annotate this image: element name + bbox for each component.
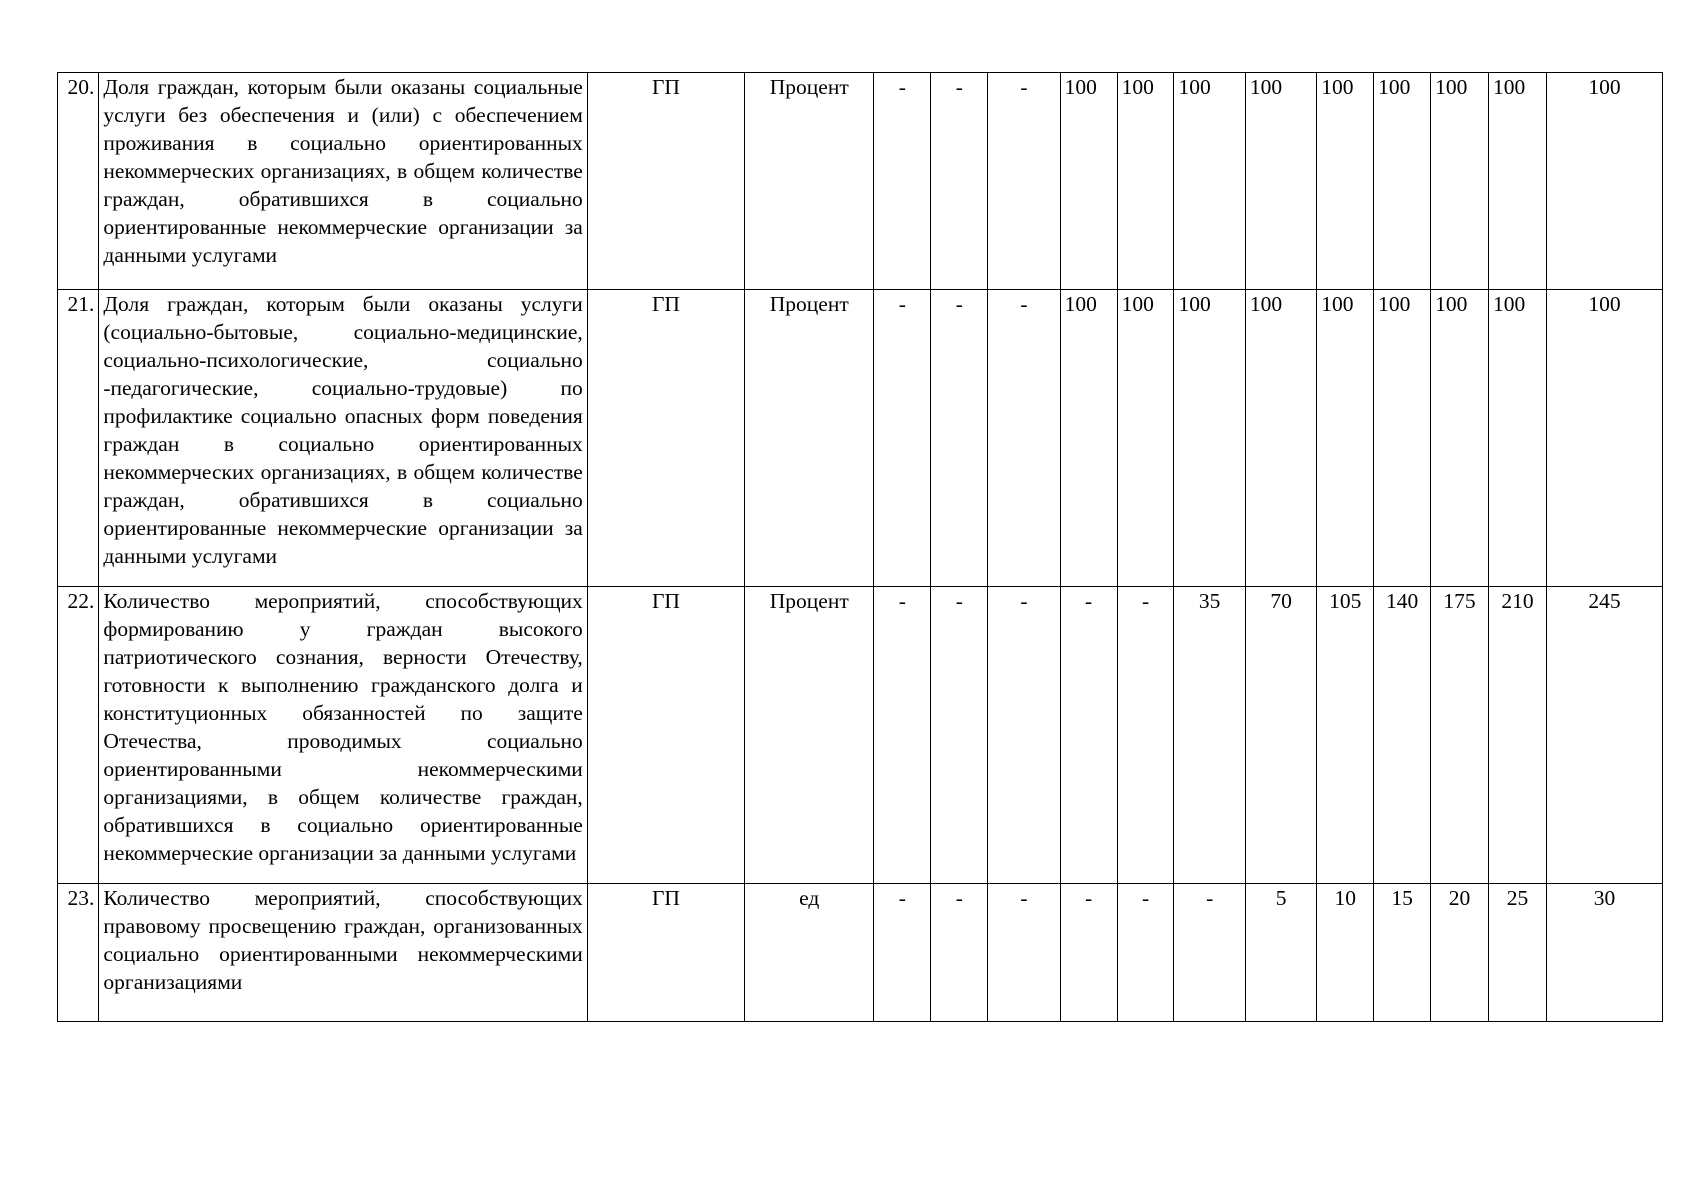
value-cell: -	[874, 884, 931, 1022]
table-row	[58, 73, 1663, 290]
indicator-name: Количество мероприятий, способствующих правовому просвещению граждан, организованных социально ориентированными некоммерческими организациями	[99, 884, 587, 1022]
value-cell: 25	[1489, 884, 1547, 1022]
value-cell: 105	[1317, 587, 1374, 884]
indicators-table	[57, 72, 1663, 1022]
value-cell: 100	[1546, 290, 1662, 587]
value-cell: 35	[1174, 587, 1245, 884]
value-cell: 30	[1546, 884, 1662, 1022]
value-cell: -	[931, 73, 988, 290]
indicator-name: Количество мероприятий, способствующих формированию у граждан высокого патриотического сознания, верности Отечеству, готовности к выполнению гражданского долга и конституционных обязанностей по защите Отечества, проводимых социально ориентированными некоммерческими организациями, в общем количестве граждан, обратившихся в социально ориентированные некоммерческие организации за данными услугами	[99, 587, 587, 884]
program-type: ГП	[587, 73, 744, 290]
value-cell: 100	[1245, 290, 1316, 587]
unit-of-measure: Процент	[745, 73, 874, 290]
value-cell: 100	[1245, 73, 1316, 290]
value-cell: 100	[1317, 290, 1374, 587]
value-cell: 100	[1174, 73, 1245, 290]
value-cell: -	[1060, 587, 1117, 884]
value-cell: -	[931, 290, 988, 587]
row-number: 22.	[58, 587, 99, 884]
row-number: 20.	[58, 73, 99, 290]
value-cell: 20	[1431, 884, 1489, 1022]
value-cell: 100	[1431, 73, 1489, 290]
value-cell: -	[988, 884, 1060, 1022]
value-cell: 100	[1317, 73, 1374, 290]
value-cell: 100	[1060, 73, 1117, 290]
value-cell: -	[1117, 587, 1174, 884]
value-cell: 100	[1117, 73, 1174, 290]
value-cell: -	[931, 587, 988, 884]
value-cell: 100	[1060, 290, 1117, 587]
value-cell: -	[988, 587, 1060, 884]
unit-of-measure: Процент	[745, 290, 874, 587]
table-row	[58, 884, 1663, 1022]
value-cell: 175	[1431, 587, 1489, 884]
value-cell: -	[931, 884, 988, 1022]
value-cell: -	[988, 290, 1060, 587]
table-row	[58, 587, 1663, 884]
value-cell: 10	[1317, 884, 1374, 1022]
value-cell: -	[1117, 884, 1174, 1022]
value-cell: 100	[1489, 290, 1547, 587]
value-cell: 245	[1546, 587, 1662, 884]
value-cell: -	[1174, 884, 1245, 1022]
program-type: ГП	[587, 587, 744, 884]
value-cell: 100	[1117, 290, 1174, 587]
value-cell: -	[988, 73, 1060, 290]
indicator-name: Доля граждан, которым были оказаны социальные услуги без обеспечения и (или) с обеспечением проживания в социально ориентированных некоммерческих организациях, в общем количестве граждан, обратившихся в социально ориентированные некоммерческие организации за данными услугами	[99, 73, 587, 290]
value-cell: -	[1060, 884, 1117, 1022]
program-type: ГП	[587, 884, 744, 1022]
value-cell: 100	[1546, 73, 1662, 290]
row-number: 21.	[58, 290, 99, 587]
value-cell: 100	[1489, 73, 1547, 290]
value-cell: 70	[1245, 587, 1316, 884]
unit-of-measure: ед	[745, 884, 874, 1022]
value-cell: 100	[1431, 290, 1489, 587]
row-number: 23.	[58, 884, 99, 1022]
indicator-name: Доля граждан, которым были оказаны услуги (социально-бытовые, социально-медицинские, социально-психологические, социально -педагогические, социально-трудовые) по профилактике социально опасных форм поведения граждан в социально ориентированных некоммерческих организациях, в общем количестве граждан, обратившихся в социально ориентированные некоммерческие организации за данными услугами	[99, 290, 587, 587]
document-page	[57, 72, 1663, 1022]
value-cell: 15	[1374, 884, 1431, 1022]
value-cell: 210	[1489, 587, 1547, 884]
value-cell: -	[874, 587, 931, 884]
value-cell: -	[874, 290, 931, 587]
value-cell: 100	[1374, 290, 1431, 587]
value-cell: 5	[1245, 884, 1316, 1022]
value-cell: -	[874, 73, 931, 290]
value-cell: 100	[1374, 73, 1431, 290]
unit-of-measure: Процент	[745, 587, 874, 884]
value-cell: 100	[1174, 290, 1245, 587]
table-row	[58, 290, 1663, 587]
value-cell: 140	[1374, 587, 1431, 884]
program-type: ГП	[587, 290, 744, 587]
